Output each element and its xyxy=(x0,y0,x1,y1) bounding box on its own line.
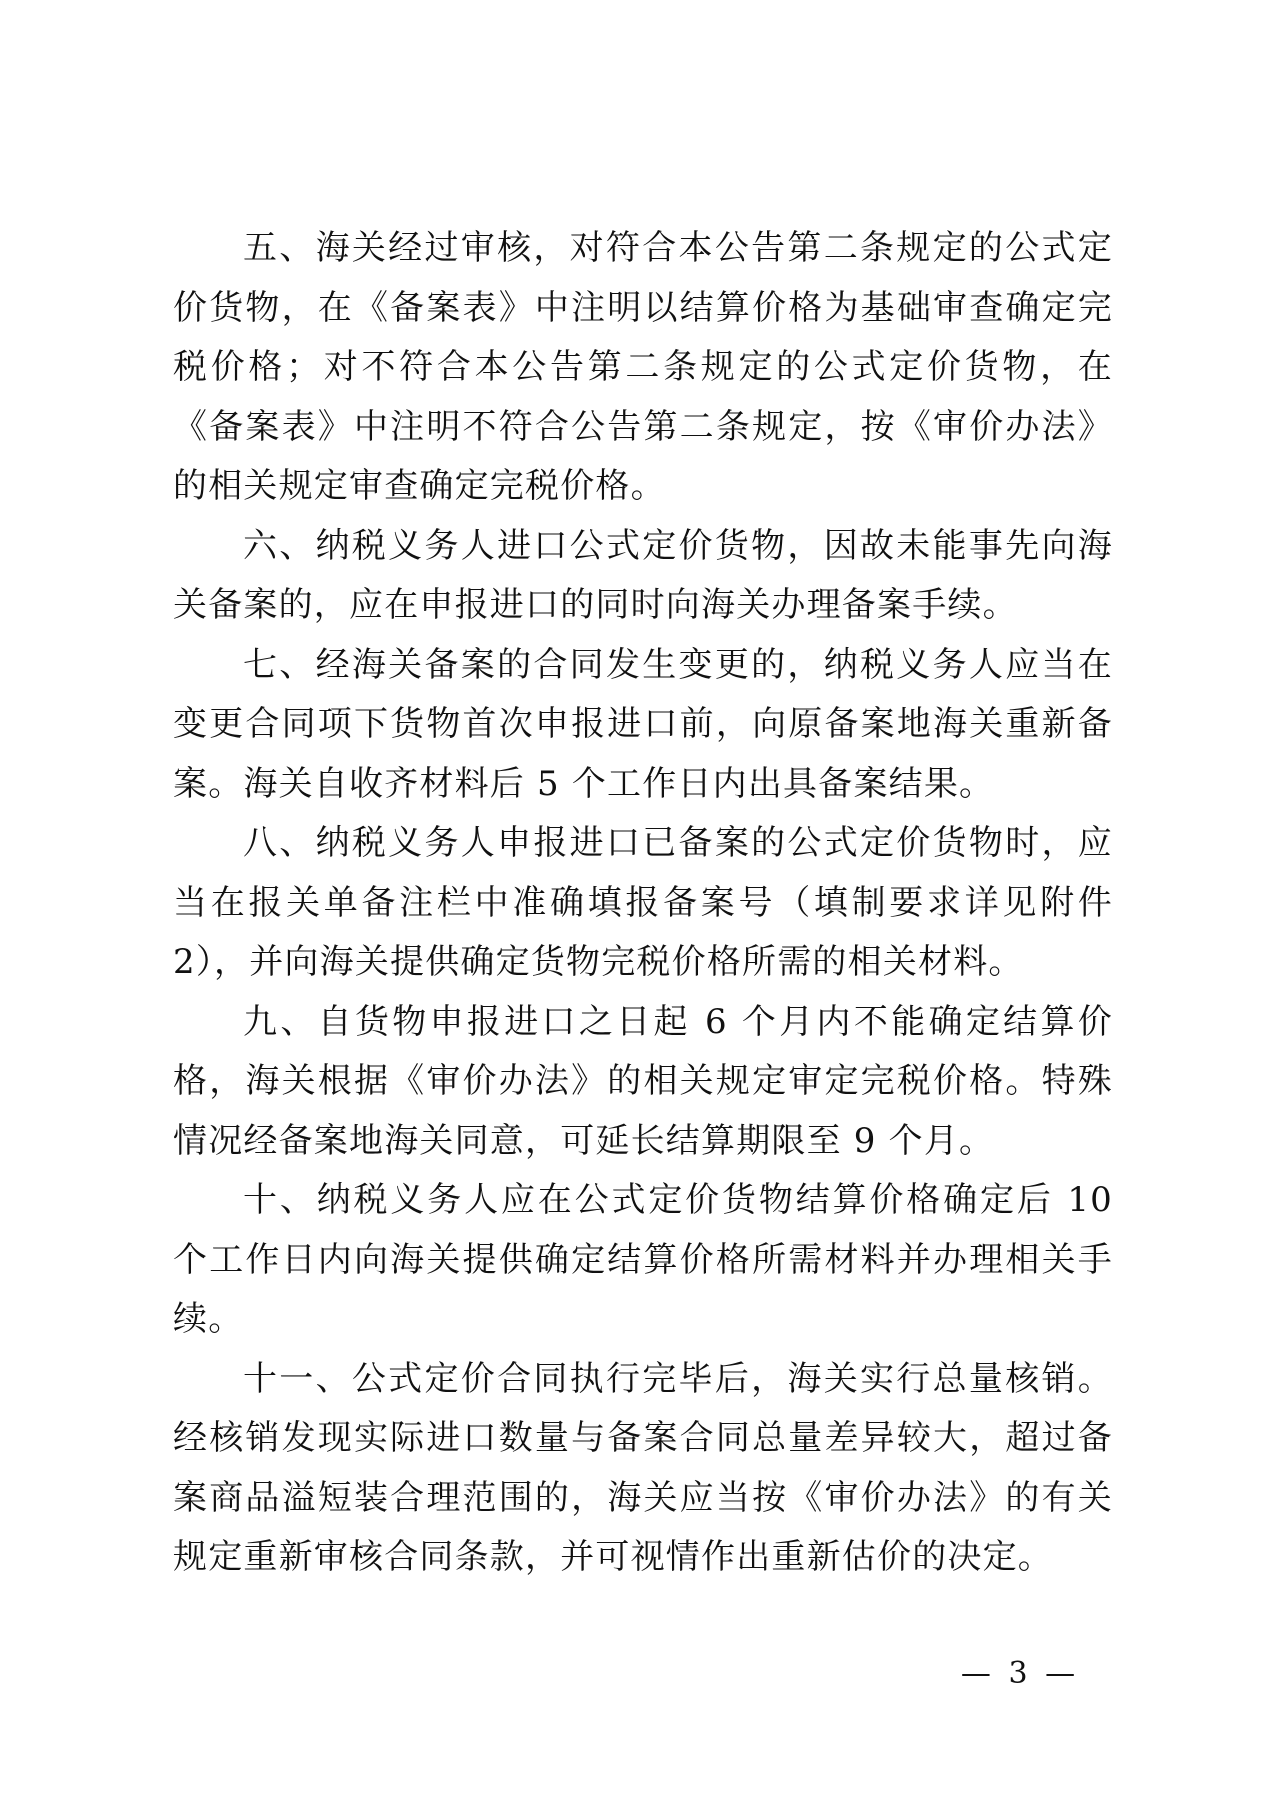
paragraph-article-7: 七、经海关备案的合同发生变更的，纳税义务人应当在变更合同项下货物首次申报进口前，向原备案地海关重新备案。海关自收齐材料后 5 个工作日内出具备案结果。 xyxy=(173,644,1113,804)
paragraph-article-11: 十一、公式定价合同执行完毕后，海关实行总量核销。经核销发现实际进口数量与备案合同总量差异较大，超过备案商品溢短装合理范围的，海关应当按《审价办法》的有关规定重新审核合同条款，并可视情作出重新估价的决定。 xyxy=(173,1358,1113,1577)
document-body xyxy=(173,219,1113,1588)
page-number: — 3 — xyxy=(960,1656,1080,1691)
paragraph-article-5: 五、海关经过审核，对符合本公告第二条规定的公式定价货物，在《备案表》中注明以结算价格为基础审查确定完税价格；对不符合本公告第二条规定的公式定价货物，在《备案表》中注明不符合公告第二条规定，按《审价办法》的相关规定审查确定完税价格。 xyxy=(173,228,1113,506)
paragraph-article-9: 九、自货物申报进口之日起 6 个月内不能确定结算价格，海关根据《审价办法》的相关规定审定完税价格。特殊情况经备案地海关同意，可延长结算期限至 9 个月。 xyxy=(173,1001,1113,1161)
paragraph-article-6: 六、纳税义务人进口公式定价货物，因故未能事先向海关备案的，应在申报进口的同时向海关办理备案手续。 xyxy=(173,525,1113,625)
paragraph-article-10: 十、纳税义务人应在公式定价货物结算价格确定后 10 个工作日内向海关提供确定结算价格所需材料并办理相关手续。 xyxy=(173,1180,1113,1339)
paragraph-article-8: 八、纳税义务人申报进口已备案的公式定价货物时，应当在报关单备注栏中准确填报备案号（填制要求详见附件 2），并向海关提供确定货物完税价格所需的相关材料。 xyxy=(173,823,1113,982)
